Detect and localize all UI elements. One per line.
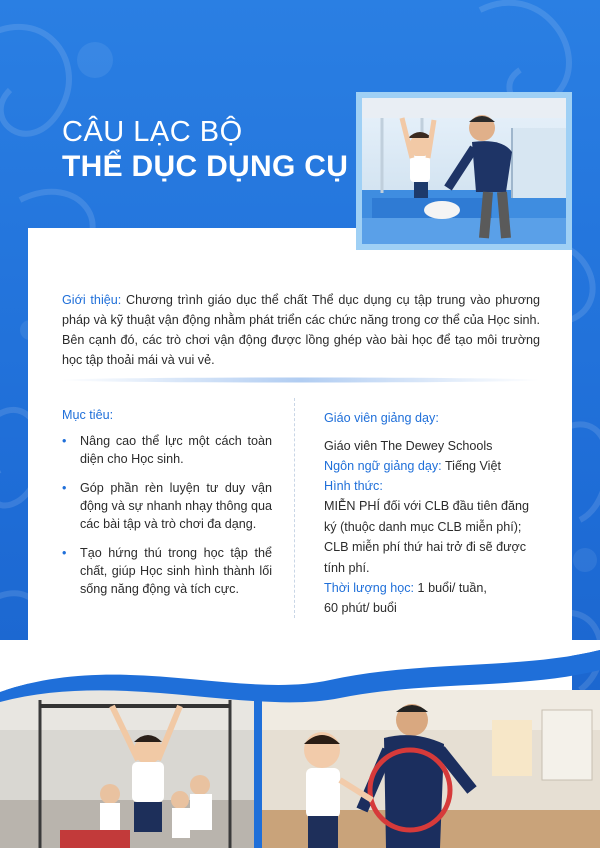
column-divider <box>294 398 296 618</box>
gymnastics-photo-top <box>362 98 566 244</box>
goals-column <box>62 408 272 609</box>
photo-top-frame <box>356 92 572 250</box>
gymnastics-illustration <box>362 98 566 244</box>
bottom-wave-frame <box>0 640 600 848</box>
bullet-icon: • <box>62 546 67 560</box>
goals-list <box>62 432 272 598</box>
bullet-icon: • <box>62 481 67 495</box>
format-label: Hình thức: <box>324 479 383 493</box>
intro-label: Giới thiệu: <box>62 293 122 307</box>
goals-heading: Mục tiêu: <box>62 408 114 422</box>
format-value: MIỄN PHÍ đối với CLB đầu tiên đăng ký (thuộc danh mục CLB miễn phí); CLB miễn phí thứ hai trở đi sẽ được tính phí. <box>324 499 529 575</box>
language-value: Tiếng Việt <box>441 459 501 473</box>
list-item: • Nâng cao thể lực một cách toàn diện cho Học sinh. <box>62 434 272 466</box>
intro-paragraph <box>62 290 540 370</box>
duration-row <box>324 578 544 598</box>
teacher-value: Giáo viên The Dewey Schools <box>324 439 493 453</box>
duration-label: Thời lượng học: <box>324 581 415 595</box>
language-row <box>324 456 544 476</box>
duration-value-2: 60 phút/ buổi <box>324 601 397 615</box>
details-column <box>324 408 544 618</box>
list-item: • Tạo hứng thú trong học tập thể chất, giúp Học sinh hình thành lối sống năng động và tích cực. <box>62 546 272 596</box>
title-line-1: CÂU LẠC BỘ <box>62 116 243 148</box>
bullet-icon: • <box>62 434 67 448</box>
intro-text: Chương trình giáo dục thể chất Thể dục dụng cụ tập trung vào phương pháp và kỹ thuật vận động nhằm phát triển các chức năng trong cơ thể của Học sinh. Bên cạnh đó, các trò chơi vận động được lồng ghép vào bài học để tạo môi trường học tập thoải mái và vui vẻ. <box>62 293 540 367</box>
duration-value: 1 buổi/ tuần, <box>414 581 487 595</box>
section-divider <box>60 376 540 384</box>
page-title: THỂ DỤC DỤNG CỤ <box>62 150 349 183</box>
teacher-label: Giáo viên giảng dạy: <box>324 411 439 425</box>
language-label: Ngôn ngữ giảng dạy: <box>324 459 442 473</box>
list-item: • Góp phần rèn luyện tư duy vận động và sự nhanh nhạy thông qua các bài tập và trò chơi đa dạng. <box>62 481 272 531</box>
